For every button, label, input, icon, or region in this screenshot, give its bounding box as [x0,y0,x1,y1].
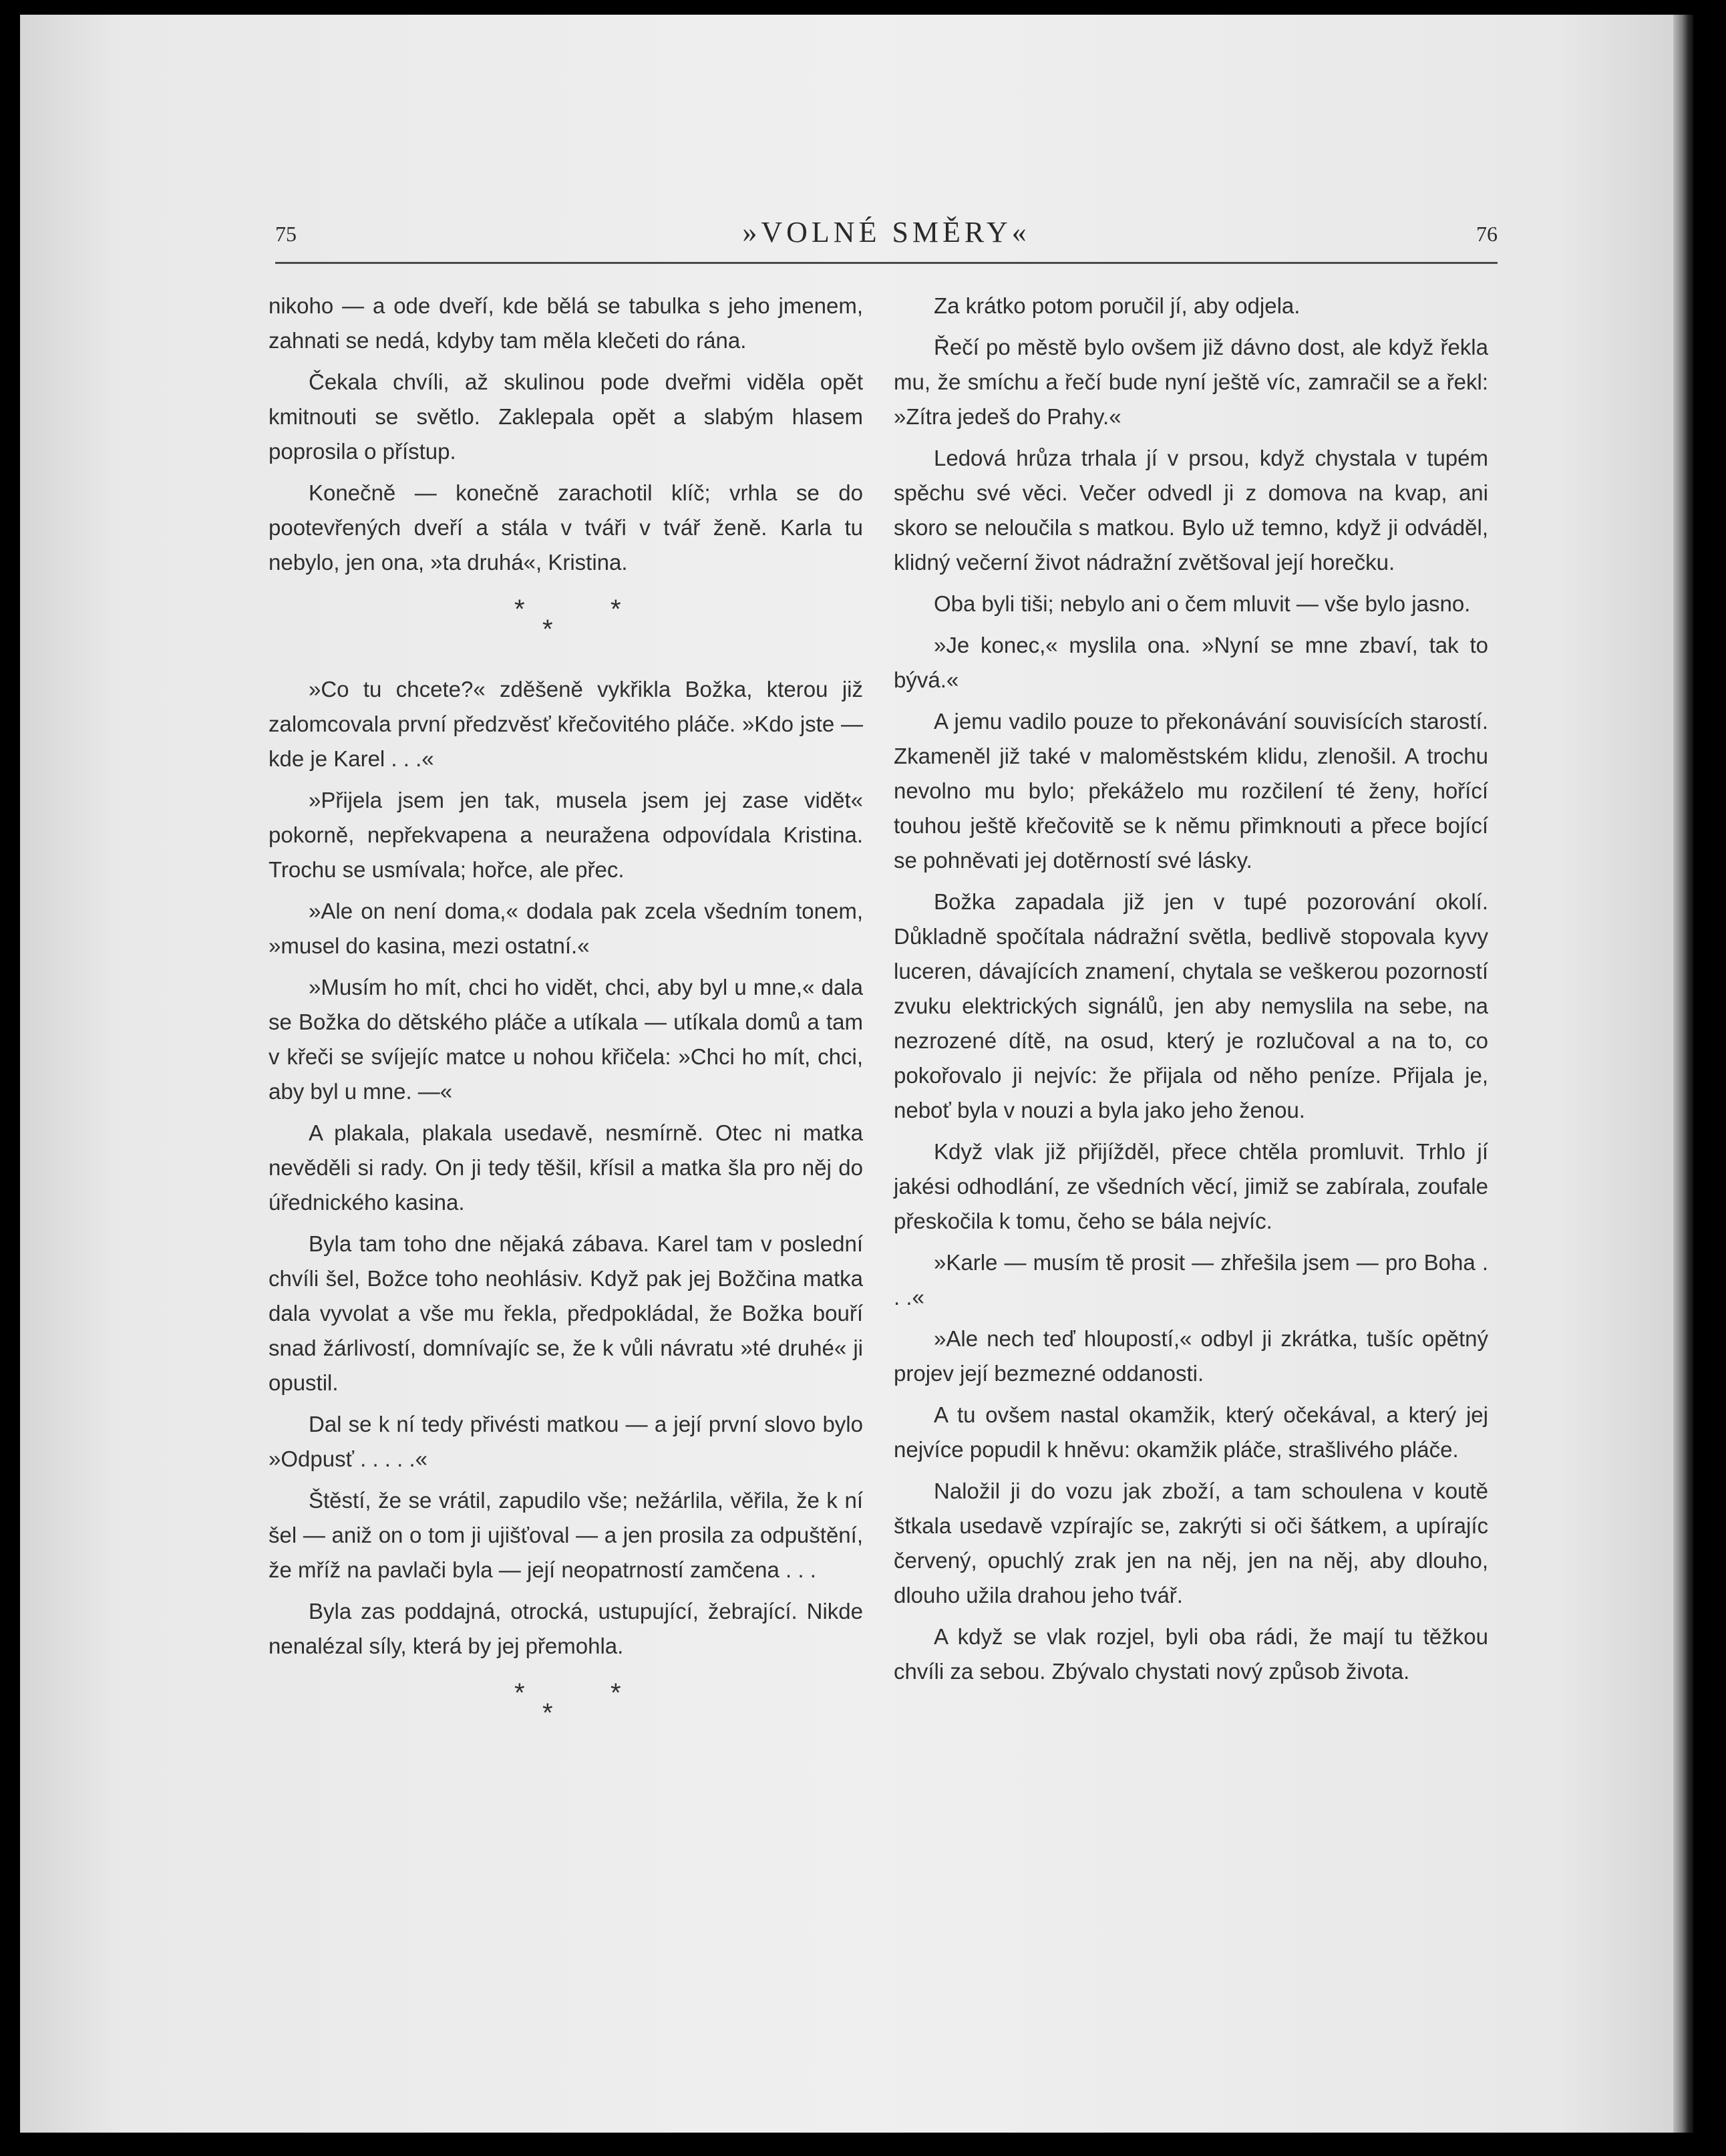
running-head [275,215,1498,255]
paragraph: »Je konec,« myslila ona. »Nyní se mne zbaví, tak to bývá.« [894,633,1488,692]
journal-title: »VOLNÉ SMĚRY« [742,216,1031,249]
paragraph: Čekala chvíli, až skulinou pode dveřmi viděla opět kmitnouti se světlo. Zaklepala opět a slabým hlasem poprosila o přístup. [269,369,863,464]
paragraph: Za krátko potom poručil jí, aby odjela. [934,293,1301,318]
paragraph: Dal se k ní tedy přivésti matkou — a její první slovo bylo »Odpusť . . . . .« [269,1412,863,1471]
paragraph: »Ale nech teď hloupostí,« odbyl ji zkrátka, tušíc opětný projev její bezmezné oddanosti. [894,1326,1488,1386]
page-number-right: 76 [1476,222,1498,246]
page-number-left: 75 [275,222,297,246]
section-separator [269,1670,863,1728]
section-separator [269,587,863,660]
journal-page [20,15,1693,2133]
paragraph: Štěstí, že se vrátil, zapudilo vše; nežárlila, věřila, že k ní šel — aniž on o tom ji ujišťoval — a jen prosila za odpuštění, že mříž na pavlači byla — její neopatrností zamčena . . . [269,1488,863,1582]
left-column [269,289,863,1736]
paragraph: Řečí po městě bylo ovšem již dávno dost, ale když řekla mu, že smíchu a řečí bude nyní ještě víc, zamračil se a řekl: »Zítra jedeš do Prahy.« [894,335,1488,429]
paragraph: »Musím ho mít, chci ho vidět, chci, aby byl u mne,« dala se Božka do dětského pláče a utíkala — utíkala domů a tam v křeči se svíjejíc matce u nohou křičela: »Chci ho mít, chci, aby byl u mne. —« [269,975,863,1104]
paragraph: »Ale on není doma,« dodala pak zcela všedním tonem, »musel do kasina, mezi ostatní.« [269,899,863,958]
asterisk: * [542,615,553,644]
right-column [894,289,1488,1696]
paragraph: A jemu vadilo pouze to překonávání souvisících starostí. Zkameněl již také v maloměstském klidu, zlenošil. A trochu nevolno mu bylo; překáželo mu rozčilení té ženy, hořící touhou ještě křečovitě se k němu přimknouti a přece bojící se pohněvati jej dotěrností své lásky. [894,709,1488,873]
paragraph: Když vlak již přijížděl, přece chtěla promluvit. Trhlo jí jakési odhodlání, ze všedních věcí, jimiž se zabírala, zoufale přeskočila k tomu, čeho se bála nejvíc. [894,1139,1488,1233]
paragraph: Konečně — konečně zarachotil klíč; vrhla se do pootevřených dveří a stála v tváři v tvář ženě. Karla tu nebylo, jen ona, »ta druhá«, Kristina. [269,480,863,575]
paragraph: »Karle — musím tě prosit — zhřešila jsem — pro Boha . . .« [894,1250,1488,1310]
paragraph: Ledová hrůza trhala jí v prsou, když chystala v tupém spěchu své věci. Večer odvedl ji z domova na kvap, ani skoro se neloučila s matkou. Bylo už temno, když ji odváděl, klidný večerní život nádražní zvětšoval její horečku. [894,446,1488,575]
paragraph: Byla zas poddajná, otrocká, ustupující, žebrající. Nikde nenalézal síly, která by jej přemohla. [269,1599,863,1658]
header-rule [275,262,1498,264]
paragraph: nikoho — a ode dveří, kde bělá se tabulka s jeho jmenem, zahnati se nedá, kdyby tam měla klečeti do rána. [269,293,863,353]
paragraph: A plakala, plakala usedavě, nesmírně. Otec ni matka nevěděli si rady. On ji tedy těšil, křísil a matka šla pro něj do úřednického kasina. [269,1120,863,1215]
asterisk: * [514,1678,525,1708]
asterisk: * [611,595,621,624]
asterisk: * [514,595,525,624]
paragraph: »Co tu chcete?« zděšeně vykřikla Božka, kterou již zalomcovala první předzvěsť křečovitého pláče. »Kdo jste — kde je Karel . . .« [269,677,863,771]
paragraph: »Přijela jsem jen tak, musela jsem jej zase vidět« pokorně, nepřekvapena a neuražena odpovídala Kristina. Trochu se usmívala; hořce, ale přec. [269,788,863,882]
scan-edge [1673,15,1693,2133]
paragraph: Byla tam toho dne nějaká zábava. Karel tam v poslední chvíli šel, Božce toho neohlásiv. Když pak jej Božčina matka dala vyvolat a vše mu řekla, předpokládal, že Božka bouří snad žárlivostí, domnívajíc se, že k vůli návratu »té druhé« ji opustil. [269,1231,863,1395]
asterisk: * [542,1698,553,1728]
paragraph: A když se vlak rozjel, byli oba rádi, že mají tu těžkou chvíli za sebou. Zbývalo chystati nový způsob života. [894,1624,1488,1684]
paragraph: A tu ovšem nastal okamžik, který očekával, a který jej nejvíce popudil k hněvu: okamžik pláče, strašlivého pláče. [894,1402,1488,1462]
asterisk: * [611,1678,621,1708]
paragraph: Naložil ji do vozu jak zboží, a tam schoulena v koutě štkala usedavě vzpírajíc se, zakrýti si oči šátkem, a upírajíc červený, opuchlý zrak jen na něj, jen na něj, aby dlouho, dlouho užila drahou jeho tvář. [894,1479,1488,1607]
paragraph: Oba byli tiši; nebylo ani o čem mluvit — vše bylo jasno. [934,591,1471,616]
paragraph: Božka zapadala již jen v tupé pozorování okolí. Důkladně spočítala nádražní světla, bedlivě stopovala kyvy luceren, dávajících znamení, chytala se veškerou pozorností zvuku elektrických signálů, jen aby nemyslila na sebe, na nezrozené dítě, na osud, který je rozlučoval a na to, co pokořovalo ji nejvíc: že přijala od něho peníze. Přijala je, neboť byla v nouzi a byla jako jeho ženou. [894,889,1488,1122]
